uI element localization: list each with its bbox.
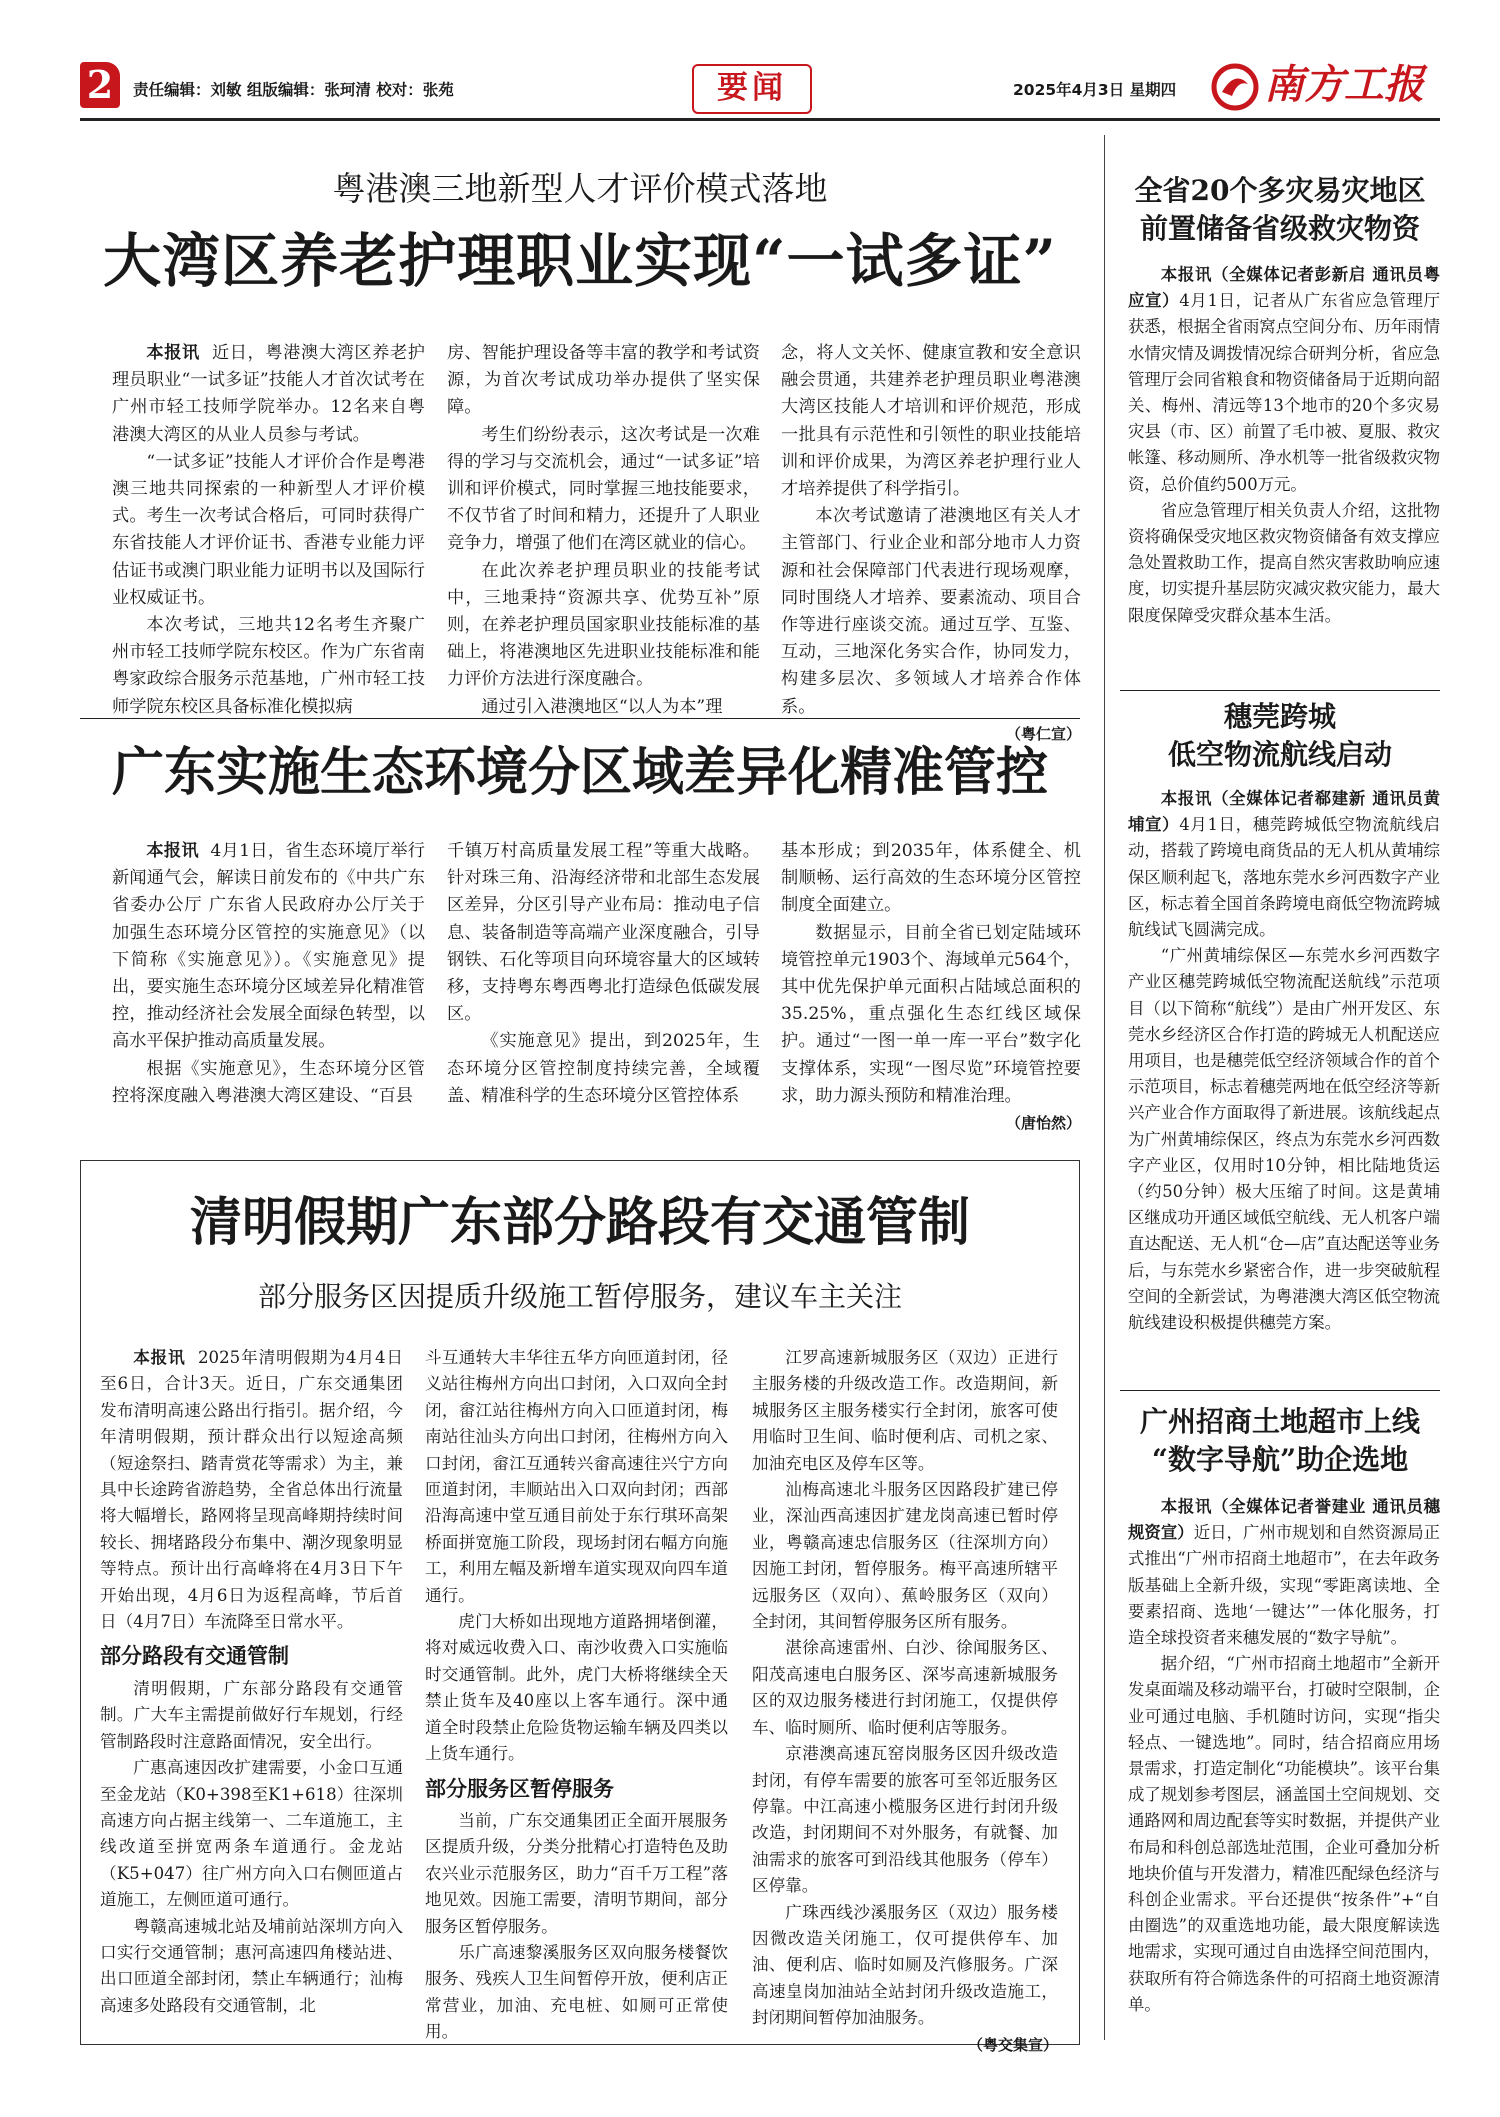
divider-1 (80, 718, 1080, 719)
article3-col2 (425, 1345, 728, 2046)
article1-col1-p1: 近日，粤港澳大湾区养老护理员职业“一试多证”技能人才首次试考在广州市轻工技师学院举办。12名来自粤港澳大湾区的从业人员参与考试。 (112, 343, 425, 445)
article3-col3-p2: 汕梅高速北斗服务区因路段扩建已停业，深汕西高速因扩建龙岗高速已暂时停业，粤赣高速忠信服务区（往深圳方向）因施工封闭，暂停服务。梅平高速所辖平远服务区（双向）、蕉岭服务区（双向）全封闭，其间暂停服务区所有服务。 (752, 1480, 1058, 1632)
article1-col3-p2: 本次考试邀请了港澳地区有关人才主管部门、行业企业和部分地市人力资源和社会保障部门代表进行现场观摩，同时围绕人才培养、要素流动、项目合作等进行座谈交流。通过互学、互鉴、互动，三地深化务实合作，协同发力，构建多层次、多领域人才培养合作体系。 (781, 506, 1081, 717)
side1-body (1128, 262, 1440, 629)
article3-col3-p4: 京港澳高速瓦窑岗服务区因升级改造封闭，有停车需要的旅客可至邻近服务区停靠。中江高速小榄服务区进行封闭升级改造，封闭期间不对外服务，有就餐、加油需求的旅客可到沿线其他服务（停车）区停靠。 (752, 1744, 1058, 1896)
side3-p2: 据介绍，“广州市招商土地超市”全新开发桌面端及移动端平台，打破时空限制，企业可通过电脑、手机随时访问，实现“指尖轻点、一键选地”。同时，结合招商应用场景需求，打造定制化“功能模块”。该平台集成了规划参考图层，涵盖国土空间规划、交通路网和周边配套等实时数据，并提供产业布局和科创总部选址范围，企业可叠加分析地块价值与开发潜力，精准匹配绿色经济与科创企业需求。平台还提供“按条件”+“自由圈选”的双重选地功能，最大限度解读选地需求，实现可通过自由选择空间范围内，获取所有符合筛选条件的可招商土地资源清单。 (1128, 1654, 1440, 2014)
article3-title: 清明假期广东部分路段有交通管制 (189, 1192, 970, 1253)
article2-byline: （唐怡然） (1005, 1114, 1081, 1133)
article1-col1 (112, 340, 425, 721)
side3-title-line2: “数字导航”助企选地 (1151, 1443, 1409, 1476)
side3-body (1128, 1494, 1440, 2018)
article1-col1-p2: “一试多证”技能人才评价合作是粤港澳三地共同探索的一种新型人才评价模式。考生一次考试合格后，可同时获得广东省技能人才评价证书、香港专业能力评估证书或澳门职业能力证明书以及国际行业权威证书。 (112, 451, 425, 608)
section-label: 要闻 (717, 70, 787, 106)
article3-col3-p3: 湛徐高速雷州、白沙、徐闻服务区、阳茂高速电白服务区、深岑高速新城服务区的双边服务楼进行封闭施工，仅提供停车、临时厕所、临时便利店等服务。 (752, 1638, 1058, 1737)
article3-col2-p2: 虎门大桥如出现地方道路拥堵倒灌，将对威远收费入口、南沙收费入口实施临时交通管制。此外，虎门大桥将继续全天禁止货车及40座以上客车通行。深中通道全时段禁止危险货物运输车辆及四类以上货车通行。 (425, 1612, 728, 1764)
side1-p1: 4月1日，记者从广东省应急管理厅获悉，根据全省雨窝点空间分布、历年雨情水情灾情及调拨情况综合研判分析，省应急管理厅会同省粮食和物资储备局于近期向韶关、梅州、清远等13个地市的20个多灾易灾县（市、区）前置了毛巾被、夏服、救灾帐篷、移动厕所、净水机等一批省级救灾物资，总价值约500万元。 (1128, 291, 1441, 494)
article3-col1-p1: 2025年清明假期为4月4日至6日，合计3天。近日，广东交通集团发布清明高速公路出行指引。据介绍，今年清明假期，预计群众出行以短途高频（短途祭扫、踏青赏花等需求）为主，兼具中长途跨省游趋势，全省总体出行流量将大幅增长，路网将呈现高峰期持续时间较长、拥堵路段分布集中、潮汐现象明显等特点。预计出行高峰将在4月3日下午开始出现，4月6日为返程高峰，节后首日（4月7日）车流降至日常水平。 (100, 1348, 403, 1632)
article1-col1-p3: 本次考试，三地共12名考生齐聚广州市轻工技师学院东校区。作为广东省南粤家政综合服务示范基地，广州市轻工技师学院东校区具备标准化模拟病 (112, 615, 425, 717)
article3-col2-p1: 斗互通转大丰华往五华方向匝道封闭，径义站往梅州方向出口封闭，入口双向全封闭，畲江站往梅州方向入口匝道封闭，梅南站往汕头方向出口封闭，往梅州方向入口封闭，畲江互通转兴畲高速往兴宁方向匝道封闭，丰顺站出入口双向封闭；西部沿海高速中堂互通目前处于东行琪环高架桥面拼宽施工阶段，现场封闭右幅方向施工，利用左幅及新增车道实现双向四车道通行。 (425, 1348, 728, 1605)
side-divider-2 (1120, 1390, 1440, 1391)
article3-col1-p2: 清明假期，广东部分路段有交通管制。广大车主需提前做好行车规划，行经管制路段时注意路面情况，安全出行。 (100, 1678, 403, 1751)
side1-title-line1: 全省20个多灾易灾地区 (1134, 174, 1426, 207)
logo-emblem-icon (1210, 62, 1260, 112)
article3-byline: （粤交集宣） (967, 2035, 1058, 2054)
side2-title (1120, 698, 1440, 774)
article2-col1-p2: 根据《实施意见》，生态环境分区管控将深度融入粤港澳大湾区建设、“百县 (112, 1058, 425, 1106)
article3-col3 (752, 1345, 1058, 2058)
article2-col2-p2: 《实施意见》提出，到2025年，生态环境分区管控制度持续完善，全域覆盖、精准科学的生态环境分区管控体系 (447, 1031, 760, 1106)
article3-col1 (100, 1345, 403, 2019)
sidebar-divider (1104, 135, 1105, 2040)
section-badge (692, 64, 812, 114)
side3-p1: 近日，广州市规划和自然资源局正式推出“广州市招商土地超市”，在去年政务版基础上全新升级，实现“零距离读地、全要素招商、选地‘一键达’”一体化服务，打造全球投资者来穗发展的“数字导航”。 (1128, 1523, 1441, 1648)
side1-title (1120, 172, 1440, 248)
page-number: 2 (86, 62, 114, 107)
side2-lead: 本报讯（全媒体记者郗建新 通讯员黄埔宣） (1128, 789, 1440, 835)
article3-col2-p4: 乐广高速黎溪服务区双向服务楼餐饮服务、残疾人卫生间暂停开放，便利店正常营业，加油、充电桩、如厕可正常使用。 (425, 1942, 728, 2042)
editors-line: 责任编辑：刘敏 组版编辑：张珂清 校对：张苑 (133, 81, 454, 99)
side2-title-line2: 低空物流航线启动 (1167, 738, 1392, 771)
issue-date: 2025年4月3日 星期四 (1013, 81, 1177, 99)
article1-lead: 本报讯 (146, 343, 200, 363)
article1-title: 大湾区养老护理职业实现“一试多证” (103, 227, 1057, 295)
article3-col3-p5: 广珠西线沙溪服务区（双边）服务楼因微改造关闭施工，仅可提供停车、加油、便利店、临时如厕及汽修服务。广深高速皇岗加油站全站封闭升级改造施工，封闭期间暂停加油服务。 (752, 1902, 1058, 2028)
article2-col1-p1: 4月1日，省生态环境厅举行新闻通气会，解读日前发布的《中共广东省委办公厅 广东省人民政府办公厅关于加强生态环境分区管控的实施意见》（以下简称《实施意见》）。《实施意见》提出，要实施生态环境分区域差异化精准管控，推动经济社会发展全面绿色转型，以高水平保护推动高质量发展。 (112, 841, 425, 1052)
page-number-badge (80, 62, 120, 108)
article2-col2-p1: 千镇万村高质量发展工程”等重大战略。针对珠三角、沿海经济带和北部生态发展区差异，分区引导产业布局：推动电子信息、装备制造等高端产业深度融合，引导钢铁、石化等项目向环境容量大的区域转移，支持粤东粤西粤北打造绿色低碳发展区。 (447, 841, 760, 1025)
article1-byline: （粤仁宣） (1005, 724, 1081, 743)
side1-lead: 本报讯（全媒体记者彭新启 通讯员粤应宣） (1128, 265, 1440, 311)
masthead-rule (80, 118, 1440, 121)
side2-p1: 4月1日，穗莞跨城低空物流航线启动，搭载了跨境电商货品的无人机从黄埔综保区顺利起飞，落地东莞水乡河西数字产业区，标志着全国首条跨境电商低空物流跨城航线试飞圆满完成。 (1128, 815, 1441, 940)
article1-col2-p1: 房、智能护理设备等丰富的教学和考试资源，为首次考试成功举办提供了坚实保障。 (447, 343, 760, 418)
article3-heading-traffic: 部分路段有交通管制 (100, 1644, 289, 1669)
article2-lead: 本报讯 (146, 841, 199, 861)
logo-text: 南方工报 (1264, 61, 1424, 108)
article1-col2-p2: 考生们纷纷表示，这次考试是一次难得的学习与交流机会，通过“一试多证”培训和评价模式，同时掌握三地技能要求，不仅节省了时间和精力，还提升了人职业竞争力，增强了他们在湾区就业的信心。 (447, 424, 760, 554)
article2-col1 (112, 838, 425, 1110)
article2-col2 (447, 838, 760, 1110)
article2-col3-p2: 数据显示，目前全省已划定陆域环境管控单元1903个、海域单元564个，其中优先保护单元面积占陆域总面积的35.25%，重点强化生态红线区域保护。通过“一图一单一库一平台”数字化支撑体系，实现“一图尽览”环境管控要求，助力源头预防和精准治理。 (781, 922, 1081, 1106)
side1-title-line2: 前置储备省级救灾物资 (1139, 212, 1420, 245)
article2-col3 (781, 838, 1081, 1137)
side-divider-1 (1120, 690, 1440, 691)
article1-col3-p1: 念，将人文关怀、健康宣教和安全意识融会贯通，共建养老护理员职业粤港澳大湾区技能人才培训和评价规范，形成一批具有示范性和引领性的职业技能培训和评价成果，为湾区养老护理行业人才培养提供了科学指引。 (781, 343, 1081, 500)
article2-title: 广东实施生态环境分区域差异化精准管控 (111, 742, 1048, 803)
article1-col3 (781, 340, 1081, 748)
side3-title-line1: 广州招商土地超市上线 (1139, 1405, 1420, 1438)
side2-title-line1: 穗莞跨城 (1223, 700, 1336, 733)
article3-subtitle: 部分服务区因提质升级施工暂停服务，建议车主关注 (257, 1280, 902, 1313)
article3-col1-p4: 粤赣高速城北站及埔前站深圳方向入口实行交通管制；惠河高速四角楼站进、出口匝道全部封闭，禁止车辆通行；汕梅高速多处路段有交通管制，北 (100, 1916, 403, 2015)
side2-p2: “广州黄埔综保区—东莞水乡河西数字产业区穗莞跨城低空物流配送航线”示范项目（以下简称“航线”）是由广州开发区、东莞水乡经济区合作打造的跨城无人机配送应用项目，也是穗莞低空经济领域合作的首个示范项目，标志着穗莞两地在低空经济等新兴产业合作方面取得了新进展。该航线起点为广州黄埔综保区，终点为东莞水乡河西数字产业区，仅用时10分钟，相比陆地货运（约50分钟）极大压缩了时间。这是黄埔区继成功开通区域低空航线、无人机客户端直达配送、无人机“仓—店”直达配送等业务后，与东莞水乡紧密合作，进一步突破航程空间的全新尝试，为粤港澳大湾区低空物流航线建设积极提供穗莞方案。 (1128, 946, 1440, 1333)
article3-lead: 本报讯 (133, 1348, 186, 1367)
side2-body (1128, 786, 1440, 1336)
article3-col3-p1: 江罗高速新城服务区（双边）正进行主服务楼的升级改造工作。改造期间，新城服务区主服务楼实行全封闭，旅客可使用临时卫生间、临时便利店、司机之家、加油充电区及停车区等。 (752, 1348, 1058, 1473)
article1-kicker: 粤港澳三地新型人才评价模式落地 (332, 169, 828, 208)
article1-col2-p3: 在此次养老护理员职业的技能考试中，三地秉持“资源共享、优势互补”原则，在养老护理员国家职业技能标准的基础上，将港澳地区先进职业技能标准和能力评价方法进行深度融合。 (447, 560, 760, 690)
side3-lead: 本报讯（全媒体记者誉建业 通讯员穗规资宣） (1128, 1497, 1440, 1543)
newspaper-logo (1210, 58, 1440, 114)
article2-col3-p1: 基本形成；到2035年，体系健全、机制顺畅、运行高效的生态环境分区管控制度全面建立。 (781, 841, 1081, 916)
article1-col2-p4: 通过引入港澳地区“以人为本”理 (481, 696, 723, 717)
article3-col2-p3: 当前，广东交通集团正全面开展服务区提质升级，分类分批精心打造特色及助农兴业示范服务区，助力“百千万工程”落地见效。因施工需要，清明节期间，部分服务区暂停服务。 (425, 1810, 728, 1936)
article3-col1-p3: 广惠高速因改扩建需要，小金口互通至金龙站（K0+398至K1+618）往深圳高速方向占据主线第一、二车道施工，主线改道至拼宽两条车道通行。金龙站（K5+047）往广州方向入口右侧匝道占道施工，左侧匝道可通行。 (100, 1758, 403, 1910)
article3-heading-service: 部分服务区暂停服务 (425, 1776, 614, 1801)
article1-col2 (447, 340, 760, 721)
side1-p2: 省应急管理厅相关负责人介绍，这批物资将确保受灾地区救灾物资储备有效支撑应急处置救助工作，提高自然灾害救助响应速度，切实提升基层防灾减灾救灾能力，最大限度保障受灾群众基本生活。 (1128, 500, 1440, 625)
side3-title (1120, 1403, 1440, 1479)
